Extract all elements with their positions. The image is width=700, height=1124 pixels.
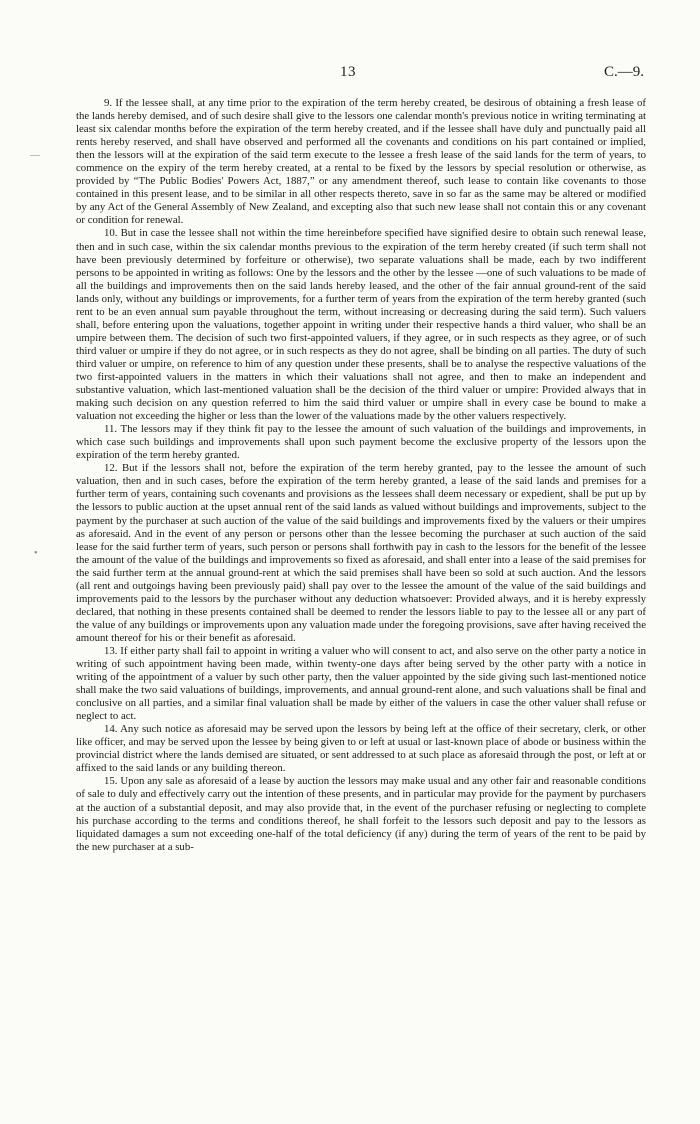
margin-mark: • bbox=[34, 548, 38, 559]
document-body bbox=[76, 97, 646, 854]
page-header bbox=[0, 64, 700, 86]
clause-11: 11. The lessors may if they think fit pay to the lessee the amount of such valuation of the buildings and improvements, in which case such buildings and improvements shall upon such payment become the exclusive property of the lessors upon the expiration of the term hereby granted. bbox=[76, 423, 646, 462]
page-number: 13 bbox=[340, 64, 356, 80]
document-reference: C.—9. bbox=[603, 64, 644, 80]
clause-12: 12. But if the lessors shall not, before the expiration of the term hereby granted, pay to the lessee the amount of such valuation, then and in such cases, before the expiration of the term hereby granted, a lease of the said lands and premises for a further term of years, containing such covenants and provisions as the lessees shall deem necessary or expedient, shall be put up by the lessors to public auction at the upset annual rent of the said lands as valued without buildings and improvements, subject to the payment by the purchaser at such auction of the value of the said buildings and improvements fixed by the valuers or their umpires as aforesaid. And in the event of any person or persons other than the lessee becoming the purchaser at such auction of the said lease for the said further term of years, such person or persons shall forthwith pay in cash to the lessors for the benefit of the lessee the amount of the value of the buildings and improvements so fixed as aforesaid, and shall enter into a lease of the said premises for the said further term at the annual ground-rent at which the said premises shall have been so sold at such auction. And the lessors (all rent and outgoings having been previously paid) shall pay over to the lessee the amount of the value of the said buildings and improvements paid to the lessors by the purchaser without any deduction whatsoever: Provided always, and it is hereby expressly declared, that nothing in these presents contained shall be deemed to render the lessors liable to pay to the lessee all or any part of the value of any buildings or improvements upon any valuation made under the foregoing provisions, save after having received the amount thereof for his or their benefit as aforesaid. bbox=[76, 462, 646, 644]
clause-13: 13. If either party shall fail to appoint in writing a valuer who will consent to act, and also serve on the other party a notice in writing of such appointment having been made, within twenty-one days after being served by the other party with a notice in writing of the appointment of a valuer by such other party, then the valuer appointed by the side giving such last-mentioned notice shall make the two said valuations of buildings, improvements, and annual ground-rent alone, and such valuations shall be final and conclusive on all parties, and a similar final valuation shall be made by either of the valuers in case the other valuer shall refuse or neglect to act. bbox=[76, 644, 646, 723]
clause-14: 14. Any such notice as aforesaid may be served upon the lessors by being left at the office of their secretary, clerk, or other like officer, and may be served upon the lessee by being given to or left at usual or last-known place of abode or business within the provincial district where the lands demised are situated, or sent addressed to at such place as aforesaid through the post, or left at or affixed to the said lands or any building thereon. bbox=[76, 723, 646, 775]
clause-15: 15. Upon any sale as aforesaid of a lease by auction the lessors may make usual and any other fair and reasonable conditions of sale to duly and effectively carry out the intention of these presents, and in particular may provide for the payment by purchasers at the auction of a substantial deposit, and may also provide that, in the event of the purchaser refusing or neglecting to complete his purchase according to the terms and conditions thereof, he shall forfeit to the lessors such deposit and pay to the lessors as liquidated damages a sum not exceeding one-half of the total deficiency (if any) during the term of years of the rent to be paid by the new purchaser at a sub- bbox=[76, 775, 646, 853]
clause-10: 10. But in case the lessee shall not within the time hereinbefore specified have signified desire to obtain such renewal lease, then and in such case, within the six calendar months previous to the expiration of the term hereby created (if such term shall not have been previously determined by forfeiture or otherwise), two separate valuations shall be made, each by two indifferent persons to be appointed in writing as follows: One by the lessors and the other by the lessee —one of such valuations to be made of all the buildings and improvements then on the said lands hereby leased, and the other of the fair annual ground-rent of the said lands only, without any buildings or improvements, for a further term of years from the expiration of the term hereby granted (such rent to be an even annual sum payable throughout the term, without increasing or decreasing during the said term). Such valuers shall, before entering upon the valuations, together appoint in writing under their respective hands a third valuer, who shall be an umpire between them. The decision of such two first-appointed valuers, if they agree, or in such respects as they agree, or of such third valuer or umpire if they do not agree, or in such respects as they do not agree, shall be binding on all parties. The duty of such third valuer or umpire, on reference to him of any question under these presents, shall be to analyse the respective valuations of the two first-appointed valuers in the matters in which their valuations shall not agree, and then to make an independent and substantive valuation, which last-mentioned valuation shall be the decision of the third valuer or umpire: Provided always that in making such decision on any question referred to him the said third valuer or umpire shall in every case be bound to make a valuation not exceeding the higher or less than the lower of the valuations made by the other valuers respectively. bbox=[76, 227, 646, 423]
clause-9: 9. If the lessee shall, at any time prior to the expiration of the term hereby created, be desirous of obtaining a fresh lease of the lands hereby demised, and of such desire shall give to the lessors one calendar month's previous notice in writing terminating at least six calendar months before the expiration of the term hereby created, and if the lessee shall have duly and punctually paid all rents hereby reserved, and shall have observed and performed all the covenants and conditions on his part contained or implied, then the lessors will at the expiration of the said term execute to the lessee a fresh lease of the said lands for the term of years, to commence on the expiry of the term hereby created, at a rental to be fixed by the lessors by special resolution or otherwise, as provided by “The Public Bodies' Powers Act, 1887,” or any amendment thereof, such lease to contain like covenants to those contained in this present lease, and to be similar in all other respects thereto, save in so far as the same may be altered or modified by any Act of the General Assembly of New Zealand, and excepting also that such new lease shall not contain this or any covenant or condition for renewal. bbox=[76, 97, 646, 227]
margin-mark: — bbox=[30, 150, 40, 161]
